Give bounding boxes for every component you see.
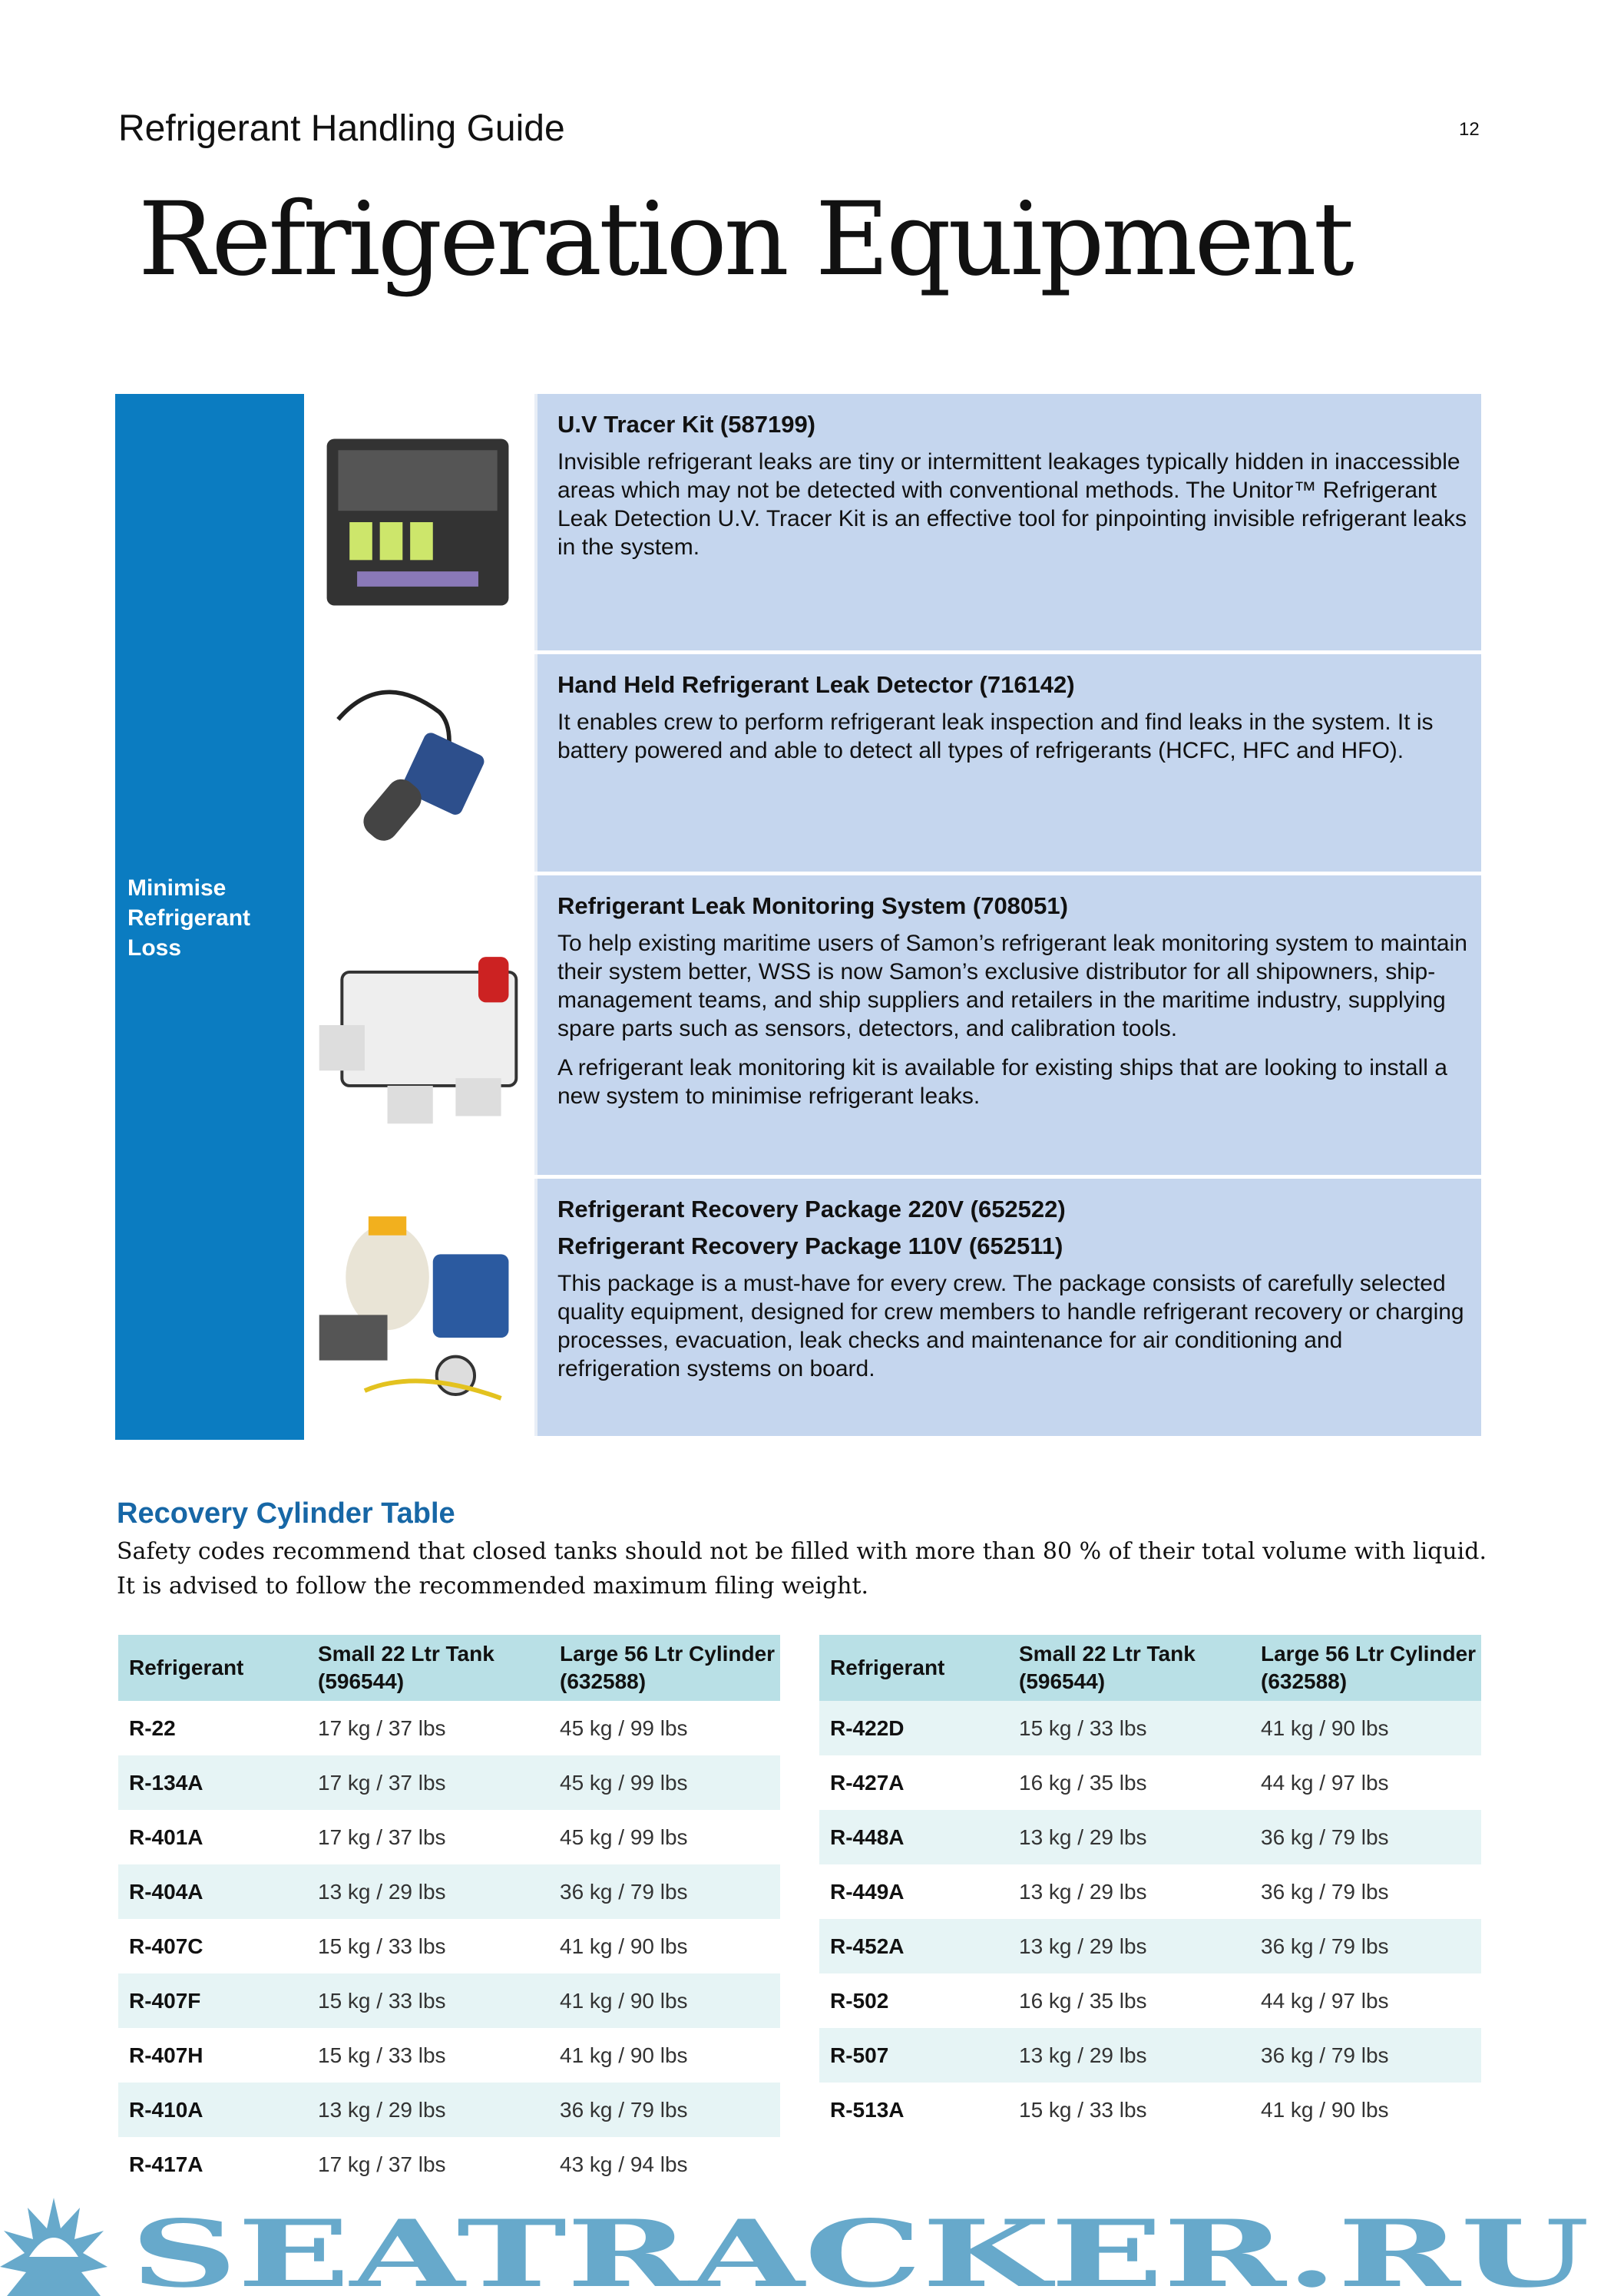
svg-text:SEATRACKER.RU: SEATRACKER.RU: [131, 2200, 1589, 2296]
column-header: Refrigerant: [819, 1635, 1008, 1701]
watermark-logo: [0, 2198, 1624, 2296]
table-cell: 17 kg / 37 lbs: [318, 2152, 446, 2176]
column-header: Large 56 Ltr Cylinder (632588): [1250, 1635, 1481, 1701]
table-cell: 17 kg / 37 lbs: [318, 1715, 446, 1740]
table-cell: R-452A: [819, 1919, 1008, 1973]
column-header: Large 56 Ltr Cylinder (632588): [549, 1635, 780, 1701]
table-row: [819, 2028, 1481, 2083]
product-image: [304, 394, 537, 650]
table-cell: 13 kg / 29 lbs: [1008, 1810, 1250, 1864]
section-intro: [117, 1534, 1499, 1603]
table-cell: 13 kg / 29 lbs: [1019, 1879, 1147, 1904]
table-cell: R-513A: [830, 2097, 905, 2122]
table-cell: 36 kg / 79 lbs: [1261, 1879, 1389, 1904]
table-cell: 13 kg / 29 lbs: [1008, 1919, 1250, 1973]
item-title: Hand Held Refrigerant Leak Detector (716142): [557, 671, 1075, 698]
guide-title: Refrigerant Handling Guide: [118, 108, 565, 149]
item-description: To help existing maritime users of Samon’s refrigerant leak monitoring system to maintain their system better, WSS is now Samon’s exclusive distributor for all shipowners, ship-management teams, and ship suppliers and retailers in the maritime industry, supplying spare parts such as sensors, detectors, and calibration tools.: [557, 931, 1467, 1041]
table-cell: 45 kg / 99 lbs: [549, 1755, 780, 1810]
table-cell: R-134A: [118, 1755, 307, 1810]
table-cell: 41 kg / 90 lbs: [560, 1934, 688, 1958]
product-image: [304, 875, 537, 1175]
item-description: A refrigerant leak monitoring kit is available for existing ships that are looking to install a new system to minimise refrigerant leaks.: [557, 1055, 1447, 1109]
item-text: [557, 1196, 1471, 1394]
column-header: Small 22 Ltr Tank (596544): [1008, 1635, 1250, 1701]
equipment-item: [304, 1179, 1481, 1440]
table-cell: 41 kg / 90 lbs: [1250, 1701, 1481, 1755]
equipment-item: [304, 875, 1481, 1179]
table-row: [118, 2083, 780, 2137]
table-cell: R-422D: [819, 1701, 1008, 1755]
table-cell: 36 kg / 79 lbs: [1250, 1810, 1481, 1864]
equipment-panel: [115, 394, 1481, 1440]
table-cell: R-448A: [819, 1810, 1008, 1864]
section-title: Recovery Cylinder Table: [117, 1497, 455, 1530]
table-row: [819, 1973, 1481, 2028]
table-cell: 41 kg / 90 lbs: [560, 2043, 688, 2067]
table-row: [118, 1755, 780, 1810]
page-title: Refrigeration Equipment: [138, 180, 1351, 299]
equipment-item: [304, 394, 1481, 654]
item-description: It enables crew to perform refrigerant leak inspection and find leaks in the system. It is battery powered and able to detect all types of refrigerants (HCFC, HFC and HFO).: [557, 710, 1434, 763]
table-cell: 41 kg / 90 lbs: [549, 1973, 780, 2028]
table-cell: 13 kg / 29 lbs: [307, 1864, 549, 1919]
item-text: [557, 671, 1471, 776]
table-cell: 16 kg / 35 lbs: [1019, 1988, 1147, 2013]
category-sidebar: [115, 394, 304, 1440]
table-cell: R-427A: [830, 1770, 905, 1795]
table-row: [819, 1864, 1481, 1919]
table-cell: 15 kg / 33 lbs: [1008, 1701, 1250, 1755]
cylinder-table-left: [118, 1635, 780, 2192]
cylinder-table-right: [819, 1635, 1481, 2137]
table-cell: 15 kg / 33 lbs: [318, 1934, 446, 1958]
item-text: [557, 411, 1471, 572]
table-cell: 36 kg / 79 lbs: [1250, 1919, 1481, 1973]
table-row: [118, 2028, 780, 2083]
table-cell: 36 kg / 79 lbs: [1250, 2028, 1481, 2083]
sun-burst-icon: [0, 2198, 107, 2296]
intro-line: It is advised to follow the recommended maximum filing weight.: [117, 1573, 869, 1600]
category-label: Minimise Refrigerant Loss: [127, 875, 251, 961]
table-cell: 44 kg / 97 lbs: [1261, 1988, 1389, 2013]
table-cell: 15 kg / 33 lbs: [1019, 2097, 1147, 2122]
table-cell: R-407F: [118, 1973, 307, 2028]
table-cell: 15 kg / 33 lbs: [318, 2043, 446, 2067]
table-cell: R-401A: [129, 1825, 203, 1849]
product-image: [304, 654, 537, 872]
table-cell: R-410A: [118, 2083, 307, 2137]
table-cell: 36 kg / 79 lbs: [549, 1864, 780, 1919]
table-row: [819, 1919, 1481, 1973]
item-description: This package is a must-have for every crew. The package consists of carefully selected quality equipment, designed for crew members to handle refrigerant recovery or charging processes, evacuation, leak checks and maintenance for air conditioning and refrigeration systems on board.: [557, 1271, 1464, 1381]
item-description: Invisible refrigerant leaks are tiny or intermittent leakages typically hidden in inaccessible areas which may not be detected with conventional methods. The Unitor™ Refrigerant Leak Detection U.V. Tracer Kit is an effective tool for pinpointing invisible refrigerant leaks in the system.: [557, 449, 1467, 560]
table-cell: 43 kg / 94 lbs: [560, 2152, 688, 2176]
item-title: Refrigerant Recovery Package 110V (652511): [557, 1232, 1063, 1259]
intro-line: Safety codes recommend that closed tanks should not be filled with more than 80 % of their total volume with liquid.: [117, 1538, 1487, 1565]
page-number: 12: [1459, 119, 1480, 140]
table-cell: R-404A: [118, 1864, 307, 1919]
item-title: U.V Tracer Kit (587199): [557, 411, 816, 438]
table-row: [118, 2137, 780, 2192]
item-title: Refrigerant Recovery Package 220V (652522): [557, 1196, 1066, 1222]
table-row: [118, 1864, 780, 1919]
equipment-item: [304, 654, 1481, 875]
table-row: [819, 1755, 1481, 1810]
table-cell: 17 kg / 37 lbs: [307, 1755, 549, 1810]
table-cell: 45 kg / 99 lbs: [560, 1715, 688, 1740]
table-cell: R-22: [129, 1715, 176, 1740]
table-row: [819, 1810, 1481, 1864]
table-row: [118, 1919, 780, 1973]
table-cell: R-407H: [129, 2043, 203, 2067]
table-cell: 36 kg / 79 lbs: [549, 2083, 780, 2137]
table-cell: 45 kg / 99 lbs: [560, 1825, 688, 1849]
table-cell: R-407C: [129, 1934, 203, 1958]
column-header: Refrigerant: [118, 1635, 307, 1701]
table-cell: 44 kg / 97 lbs: [1261, 1770, 1389, 1795]
item-text: [557, 892, 1471, 1121]
product-image: [304, 1179, 537, 1436]
table-cell: 13 kg / 29 lbs: [307, 2083, 549, 2137]
table-row: [819, 1701, 1481, 1755]
table-row: [118, 1701, 780, 1755]
table-cell: 13 kg / 29 lbs: [1008, 2028, 1250, 2083]
table-cell: 16 kg / 35 lbs: [1019, 1770, 1147, 1795]
table-cell: 15 kg / 33 lbs: [307, 1973, 549, 2028]
table-row: [118, 1973, 780, 2028]
table-cell: 17 kg / 37 lbs: [318, 1825, 446, 1849]
column-header: Small 22 Ltr Tank (596544): [307, 1635, 549, 1701]
table-cell: R-417A: [129, 2152, 203, 2176]
table-cell: R-449A: [830, 1879, 905, 1904]
item-title: Refrigerant Leak Monitoring System (708051): [557, 892, 1068, 919]
table-row: [819, 2083, 1481, 2137]
table-cell: 41 kg / 90 lbs: [1261, 2097, 1389, 2122]
table-row: [118, 1810, 780, 1864]
table-cell: R-507: [819, 2028, 1008, 2083]
table-cell: R-502: [830, 1988, 889, 2013]
